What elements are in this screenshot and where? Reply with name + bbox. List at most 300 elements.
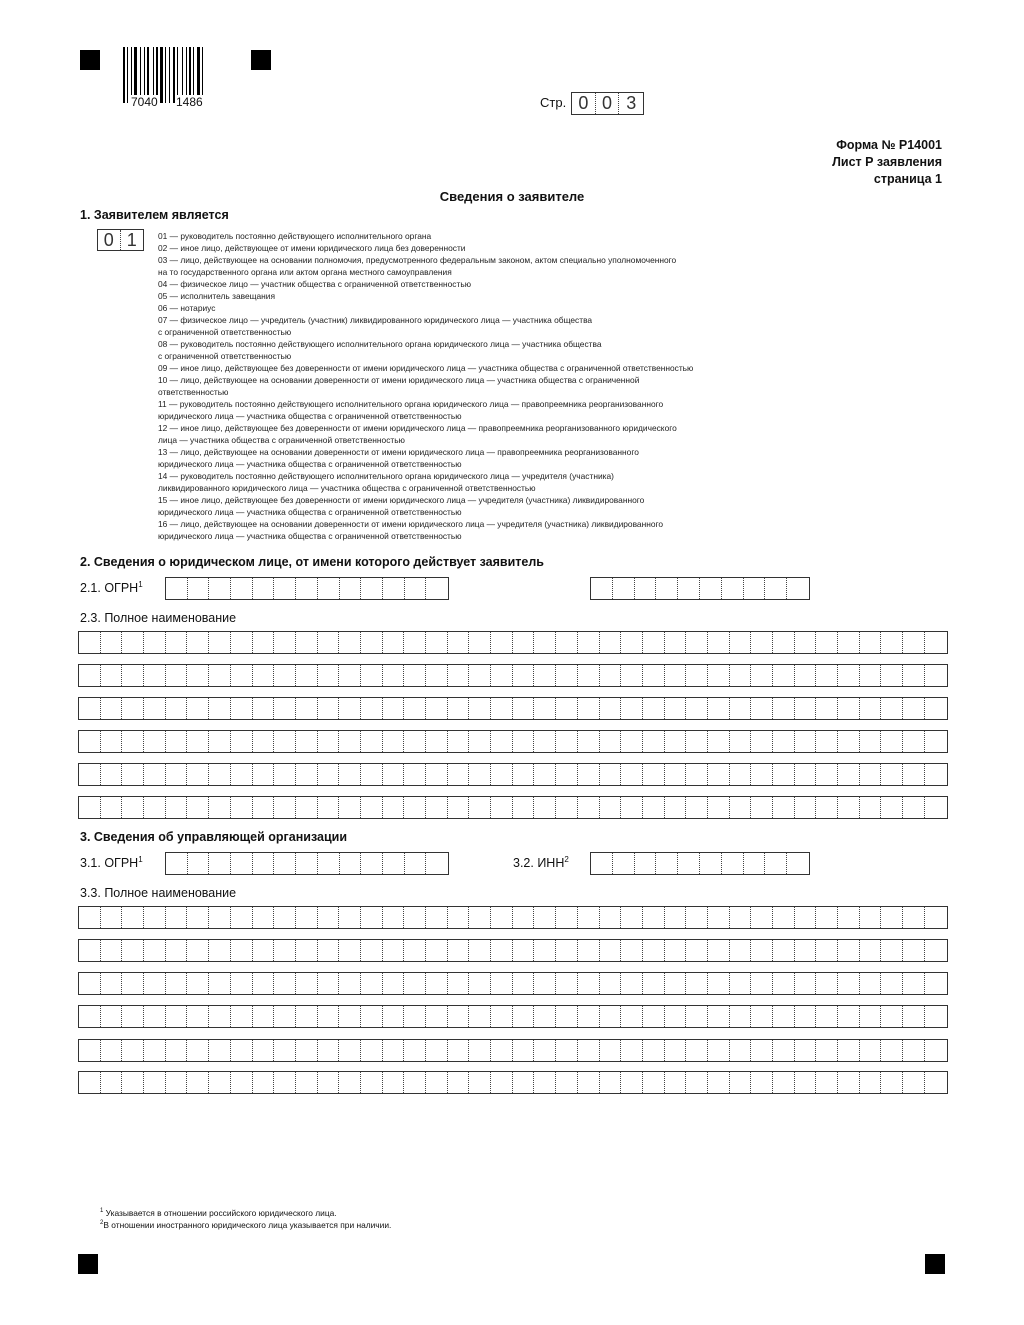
char-cell[interactable] [253,578,275,599]
char-cell[interactable] [340,578,362,599]
char-cell[interactable] [361,1040,383,1061]
char-cell[interactable] [513,698,535,719]
char-cell[interactable] [751,731,773,752]
char-cell[interactable] [578,1006,600,1027]
char-cell[interactable] [253,665,275,686]
char-cell[interactable] [209,1040,231,1061]
char-cell[interactable] [231,1006,253,1027]
char-cell[interactable] [686,731,708,752]
section2-name-row[interactable] [78,730,948,753]
char-cell[interactable] [166,731,188,752]
char-cell[interactable] [274,940,296,961]
char-cell[interactable] [795,1006,817,1027]
char-cell[interactable] [744,578,766,599]
char-cell[interactable] [621,731,643,752]
char-cell[interactable] [621,1006,643,1027]
char-cell[interactable]: 0 [98,230,121,250]
char-cell[interactable] [925,940,947,961]
char-cell[interactable] [144,632,166,653]
char-cell[interactable] [404,1006,426,1027]
char-cell[interactable] [773,1072,795,1093]
char-cell[interactable] [903,731,925,752]
char-cell[interactable] [491,698,513,719]
char-cell[interactable] [513,665,535,686]
char-cell[interactable] [231,907,253,928]
char-cell[interactable] [491,1040,513,1061]
char-cell[interactable] [816,973,838,994]
char-cell[interactable] [426,632,448,653]
char-cell[interactable] [686,973,708,994]
char-cell[interactable] [253,632,275,653]
char-cell[interactable] [925,1072,947,1093]
char-cell[interactable] [838,907,860,928]
char-cell[interactable] [744,853,766,874]
char-cell[interactable] [773,1040,795,1061]
char-cell[interactable] [101,973,123,994]
char-cell[interactable] [166,632,188,653]
char-cell[interactable] [101,665,123,686]
char-cell[interactable] [534,1006,556,1027]
char-cell[interactable] [730,797,752,818]
char-cell[interactable] [881,1040,903,1061]
char-cell[interactable] [686,632,708,653]
char-cell[interactable] [231,797,253,818]
char-cell[interactable] [881,665,903,686]
char-cell[interactable] [578,1072,600,1093]
char-cell[interactable] [209,731,231,752]
char-cell[interactable] [339,1040,361,1061]
char-cell[interactable] [296,797,318,818]
char-cell[interactable] [383,1072,405,1093]
char-cell[interactable] [187,1006,209,1027]
char-cell[interactable] [122,907,144,928]
char-cell[interactable] [469,698,491,719]
char-cell[interactable] [144,1072,166,1093]
char-cell[interactable] [686,698,708,719]
section2-name-row[interactable] [78,796,948,819]
char-cell[interactable] [534,973,556,994]
char-cell[interactable] [795,731,817,752]
char-cell[interactable] [274,853,296,874]
char-cell[interactable] [534,797,556,818]
char-cell[interactable] [253,940,275,961]
char-cell[interactable] [318,907,340,928]
char-cell[interactable] [448,632,470,653]
char-cell[interactable] [787,853,809,874]
char-cell[interactable] [296,764,318,785]
char-cell[interactable] [469,1006,491,1027]
char-cell[interactable] [274,1006,296,1027]
char-cell[interactable] [426,1072,448,1093]
char-cell[interactable] [903,1072,925,1093]
char-cell[interactable] [166,853,188,874]
char-cell[interactable] [513,940,535,961]
char-cell[interactable] [122,698,144,719]
char-cell[interactable] [274,1072,296,1093]
char-cell[interactable] [643,731,665,752]
char-cell[interactable] [404,698,426,719]
char-cell[interactable] [860,698,882,719]
char-cell[interactable] [730,973,752,994]
char-cell[interactable] [686,764,708,785]
char-cell[interactable] [209,578,231,599]
char-cell[interactable] [231,1040,253,1061]
char-cell[interactable] [513,632,535,653]
char-cell[interactable] [686,1040,708,1061]
char-cell[interactable] [621,1072,643,1093]
char-cell[interactable] [534,764,556,785]
char-cell[interactable] [556,1072,578,1093]
char-cell[interactable] [339,940,361,961]
char-cell[interactable] [686,1072,708,1093]
char-cell[interactable] [122,1072,144,1093]
char-cell[interactable] [187,698,209,719]
char-cell[interactable] [101,1006,123,1027]
char-cell[interactable] [578,632,600,653]
char-cell[interactable] [816,764,838,785]
char-cell[interactable] [600,1040,622,1061]
char-cell[interactable] [318,853,340,874]
char-cell[interactable] [730,940,752,961]
char-cell[interactable] [491,1072,513,1093]
char-cell[interactable] [838,1040,860,1061]
char-cell[interactable] [166,578,188,599]
char-cell[interactable] [209,632,231,653]
char-cell[interactable] [383,578,405,599]
char-cell[interactable] [404,632,426,653]
char-cell[interactable] [722,578,744,599]
char-cell[interactable] [708,797,730,818]
char-cell[interactable] [491,764,513,785]
char-cell[interactable] [231,1072,253,1093]
char-cell[interactable] [274,578,296,599]
char-cell[interactable] [231,632,253,653]
char-cell[interactable] [253,1072,275,1093]
char-cell[interactable] [426,907,448,928]
char-cell[interactable] [556,973,578,994]
char-cell[interactable] [469,797,491,818]
char-cell[interactable] [339,797,361,818]
char-cell[interactable] [613,578,635,599]
char-cell[interactable] [773,1006,795,1027]
char-cell[interactable] [79,1072,101,1093]
char-cell[interactable] [773,940,795,961]
char-cell[interactable] [361,1072,383,1093]
char-cell[interactable] [296,698,318,719]
char-cell[interactable] [405,853,427,874]
char-cell[interactable] [231,940,253,961]
char-cell[interactable] [383,940,405,961]
char-cell[interactable] [296,731,318,752]
char-cell[interactable] [534,731,556,752]
char-cell[interactable] [665,907,687,928]
char-cell[interactable] [787,578,809,599]
section2-name-row[interactable] [78,631,948,654]
char-cell[interactable] [881,973,903,994]
char-cell[interactable] [469,973,491,994]
char-cell[interactable] [144,665,166,686]
char-cell[interactable] [925,907,947,928]
char-cell[interactable] [122,1040,144,1061]
char-cell[interactable] [383,973,405,994]
char-cell[interactable] [925,764,947,785]
char-cell[interactable] [556,764,578,785]
char-cell[interactable] [903,1040,925,1061]
char-cell[interactable] [405,578,427,599]
char-cell[interactable] [274,731,296,752]
char-cell[interactable] [534,665,556,686]
char-cell[interactable] [122,1006,144,1027]
char-cell[interactable] [730,1072,752,1093]
char-cell[interactable] [209,764,231,785]
char-cell[interactable] [860,940,882,961]
char-cell[interactable] [296,632,318,653]
char-cell[interactable] [361,665,383,686]
char-cell[interactable] [448,1072,470,1093]
char-cell[interactable] [513,907,535,928]
char-cell[interactable] [643,764,665,785]
char-cell[interactable] [643,698,665,719]
char-cell[interactable] [404,940,426,961]
char-cell[interactable] [101,764,123,785]
char-cell[interactable] [296,907,318,928]
char-cell[interactable] [187,973,209,994]
char-cell[interactable] [166,907,188,928]
char-cell[interactable] [751,632,773,653]
char-cell[interactable] [296,665,318,686]
char-cell[interactable] [556,731,578,752]
char-cell[interactable] [383,632,405,653]
char-cell[interactable] [404,665,426,686]
char-cell[interactable] [556,632,578,653]
char-cell[interactable] [751,1006,773,1027]
char-cell[interactable] [751,665,773,686]
section3-name-row[interactable] [78,1005,948,1028]
char-cell[interactable] [730,1040,752,1061]
char-cell[interactable] [253,853,275,874]
char-cell[interactable] [469,764,491,785]
char-cell[interactable] [730,731,752,752]
char-cell[interactable] [491,731,513,752]
char-cell[interactable] [751,1072,773,1093]
char-cell[interactable] [231,578,253,599]
char-cell[interactable] [708,665,730,686]
char-cell[interactable] [187,632,209,653]
char-cell[interactable] [339,698,361,719]
char-cell[interactable] [253,973,275,994]
char-cell[interactable] [187,731,209,752]
char-cell[interactable] [101,1040,123,1061]
char-cell[interactable] [665,665,687,686]
char-cell[interactable] [339,907,361,928]
char-cell[interactable] [122,665,144,686]
char-cell[interactable] [621,973,643,994]
char-cell[interactable] [881,940,903,961]
char-cell[interactable] [665,1006,687,1027]
char-cell[interactable] [708,1006,730,1027]
char-cell[interactable] [678,578,700,599]
char-cell[interactable] [860,632,882,653]
char-cell[interactable] [187,797,209,818]
section2-name-row[interactable] [78,664,948,687]
char-cell[interactable] [925,731,947,752]
char-cell[interactable] [361,907,383,928]
char-cell[interactable] [534,1040,556,1061]
char-cell[interactable] [426,764,448,785]
char-cell[interactable] [881,1006,903,1027]
char-cell[interactable] [318,632,340,653]
char-cell[interactable] [491,665,513,686]
char-cell[interactable] [795,632,817,653]
char-cell[interactable] [795,698,817,719]
char-cell[interactable] [591,578,613,599]
char-cell[interactable] [730,698,752,719]
char-cell[interactable] [656,578,678,599]
char-cell[interactable] [79,1040,101,1061]
char-cell[interactable] [838,973,860,994]
char-cell[interactable] [122,764,144,785]
char-cell[interactable] [361,940,383,961]
char-cell[interactable] [795,907,817,928]
char-cell[interactable] [600,797,622,818]
char-cell[interactable] [556,907,578,928]
char-cell[interactable] [730,1006,752,1027]
char-cell[interactable] [209,940,231,961]
char-cell[interactable] [274,665,296,686]
char-cell[interactable] [643,632,665,653]
char-cell[interactable] [469,1040,491,1061]
char-cell[interactable] [708,907,730,928]
char-cell[interactable] [101,698,123,719]
char-cell[interactable] [838,1006,860,1027]
char-cell[interactable] [101,632,123,653]
char-cell[interactable] [296,973,318,994]
char-cell[interactable] [361,1006,383,1027]
char-cell[interactable] [881,797,903,818]
char-cell[interactable] [816,698,838,719]
char-cell[interactable] [621,907,643,928]
char-cell[interactable] [730,632,752,653]
page-number-field[interactable] [571,92,644,115]
char-cell[interactable] [339,764,361,785]
char-cell[interactable] [426,797,448,818]
char-cell[interactable] [339,1006,361,1027]
char-cell[interactable] [816,940,838,961]
char-cell[interactable] [513,731,535,752]
char-cell[interactable] [361,797,383,818]
char-cell[interactable] [79,973,101,994]
char-cell[interactable] [513,1006,535,1027]
char-cell[interactable] [448,764,470,785]
char-cell[interactable] [556,665,578,686]
char-cell[interactable] [903,797,925,818]
char-cell[interactable] [773,907,795,928]
char-cell[interactable] [469,665,491,686]
char-cell[interactable] [404,764,426,785]
char-cell[interactable] [253,764,275,785]
char-cell[interactable] [122,731,144,752]
char-cell[interactable] [144,1040,166,1061]
char-cell[interactable] [79,1006,101,1027]
char-cell[interactable] [816,1040,838,1061]
char-cell[interactable] [144,698,166,719]
char-cell[interactable] [578,698,600,719]
char-cell[interactable] [491,632,513,653]
char-cell[interactable] [556,1040,578,1061]
char-cell[interactable] [274,698,296,719]
char-cell[interactable] [925,1006,947,1027]
char-cell[interactable] [773,632,795,653]
char-cell[interactable] [686,797,708,818]
char-cell[interactable] [838,665,860,686]
char-cell[interactable] [253,731,275,752]
char-cell[interactable] [881,764,903,785]
char-cell[interactable] [166,940,188,961]
char-cell[interactable] [925,973,947,994]
char-cell[interactable] [600,764,622,785]
char-cell[interactable] [600,973,622,994]
char-cell[interactable] [903,698,925,719]
char-cell[interactable] [773,698,795,719]
char-cell[interactable] [274,764,296,785]
char-cell[interactable] [600,907,622,928]
char-cell[interactable] [339,665,361,686]
char-cell[interactable] [635,853,657,874]
char-cell[interactable] [534,698,556,719]
char-cell[interactable] [274,973,296,994]
section2-inn-field[interactable] [590,577,810,600]
char-cell[interactable] [101,797,123,818]
char-cell[interactable] [816,1072,838,1093]
char-cell[interactable] [578,940,600,961]
char-cell[interactable] [534,632,556,653]
char-cell[interactable] [578,665,600,686]
char-cell[interactable] [318,698,340,719]
char-cell[interactable] [860,764,882,785]
char-cell[interactable] [795,764,817,785]
char-cell[interactable] [339,731,361,752]
char-cell[interactable] [166,1040,188,1061]
char-cell[interactable] [101,907,123,928]
char-cell[interactable] [101,731,123,752]
char-cell[interactable] [816,665,838,686]
char-cell[interactable] [578,907,600,928]
char-cell[interactable] [773,797,795,818]
char-cell[interactable] [209,1072,231,1093]
char-cell[interactable] [795,797,817,818]
char-cell[interactable] [187,764,209,785]
char-cell[interactable] [643,940,665,961]
char-cell[interactable] [274,907,296,928]
char-cell[interactable] [448,1040,470,1061]
char-cell[interactable] [318,1040,340,1061]
char-cell[interactable] [925,1040,947,1061]
char-cell[interactable] [339,1072,361,1093]
char-cell[interactable] [686,940,708,961]
char-cell[interactable] [318,973,340,994]
section3-inn-field[interactable] [590,852,810,875]
char-cell[interactable] [600,665,622,686]
char-cell[interactable] [600,1072,622,1093]
char-cell[interactable] [491,940,513,961]
char-cell[interactable] [383,665,405,686]
char-cell[interactable] [144,1006,166,1027]
char-cell[interactable] [795,940,817,961]
char-cell[interactable] [838,632,860,653]
char-cell[interactable] [318,731,340,752]
char-cell[interactable] [686,1006,708,1027]
char-cell[interactable] [404,1040,426,1061]
